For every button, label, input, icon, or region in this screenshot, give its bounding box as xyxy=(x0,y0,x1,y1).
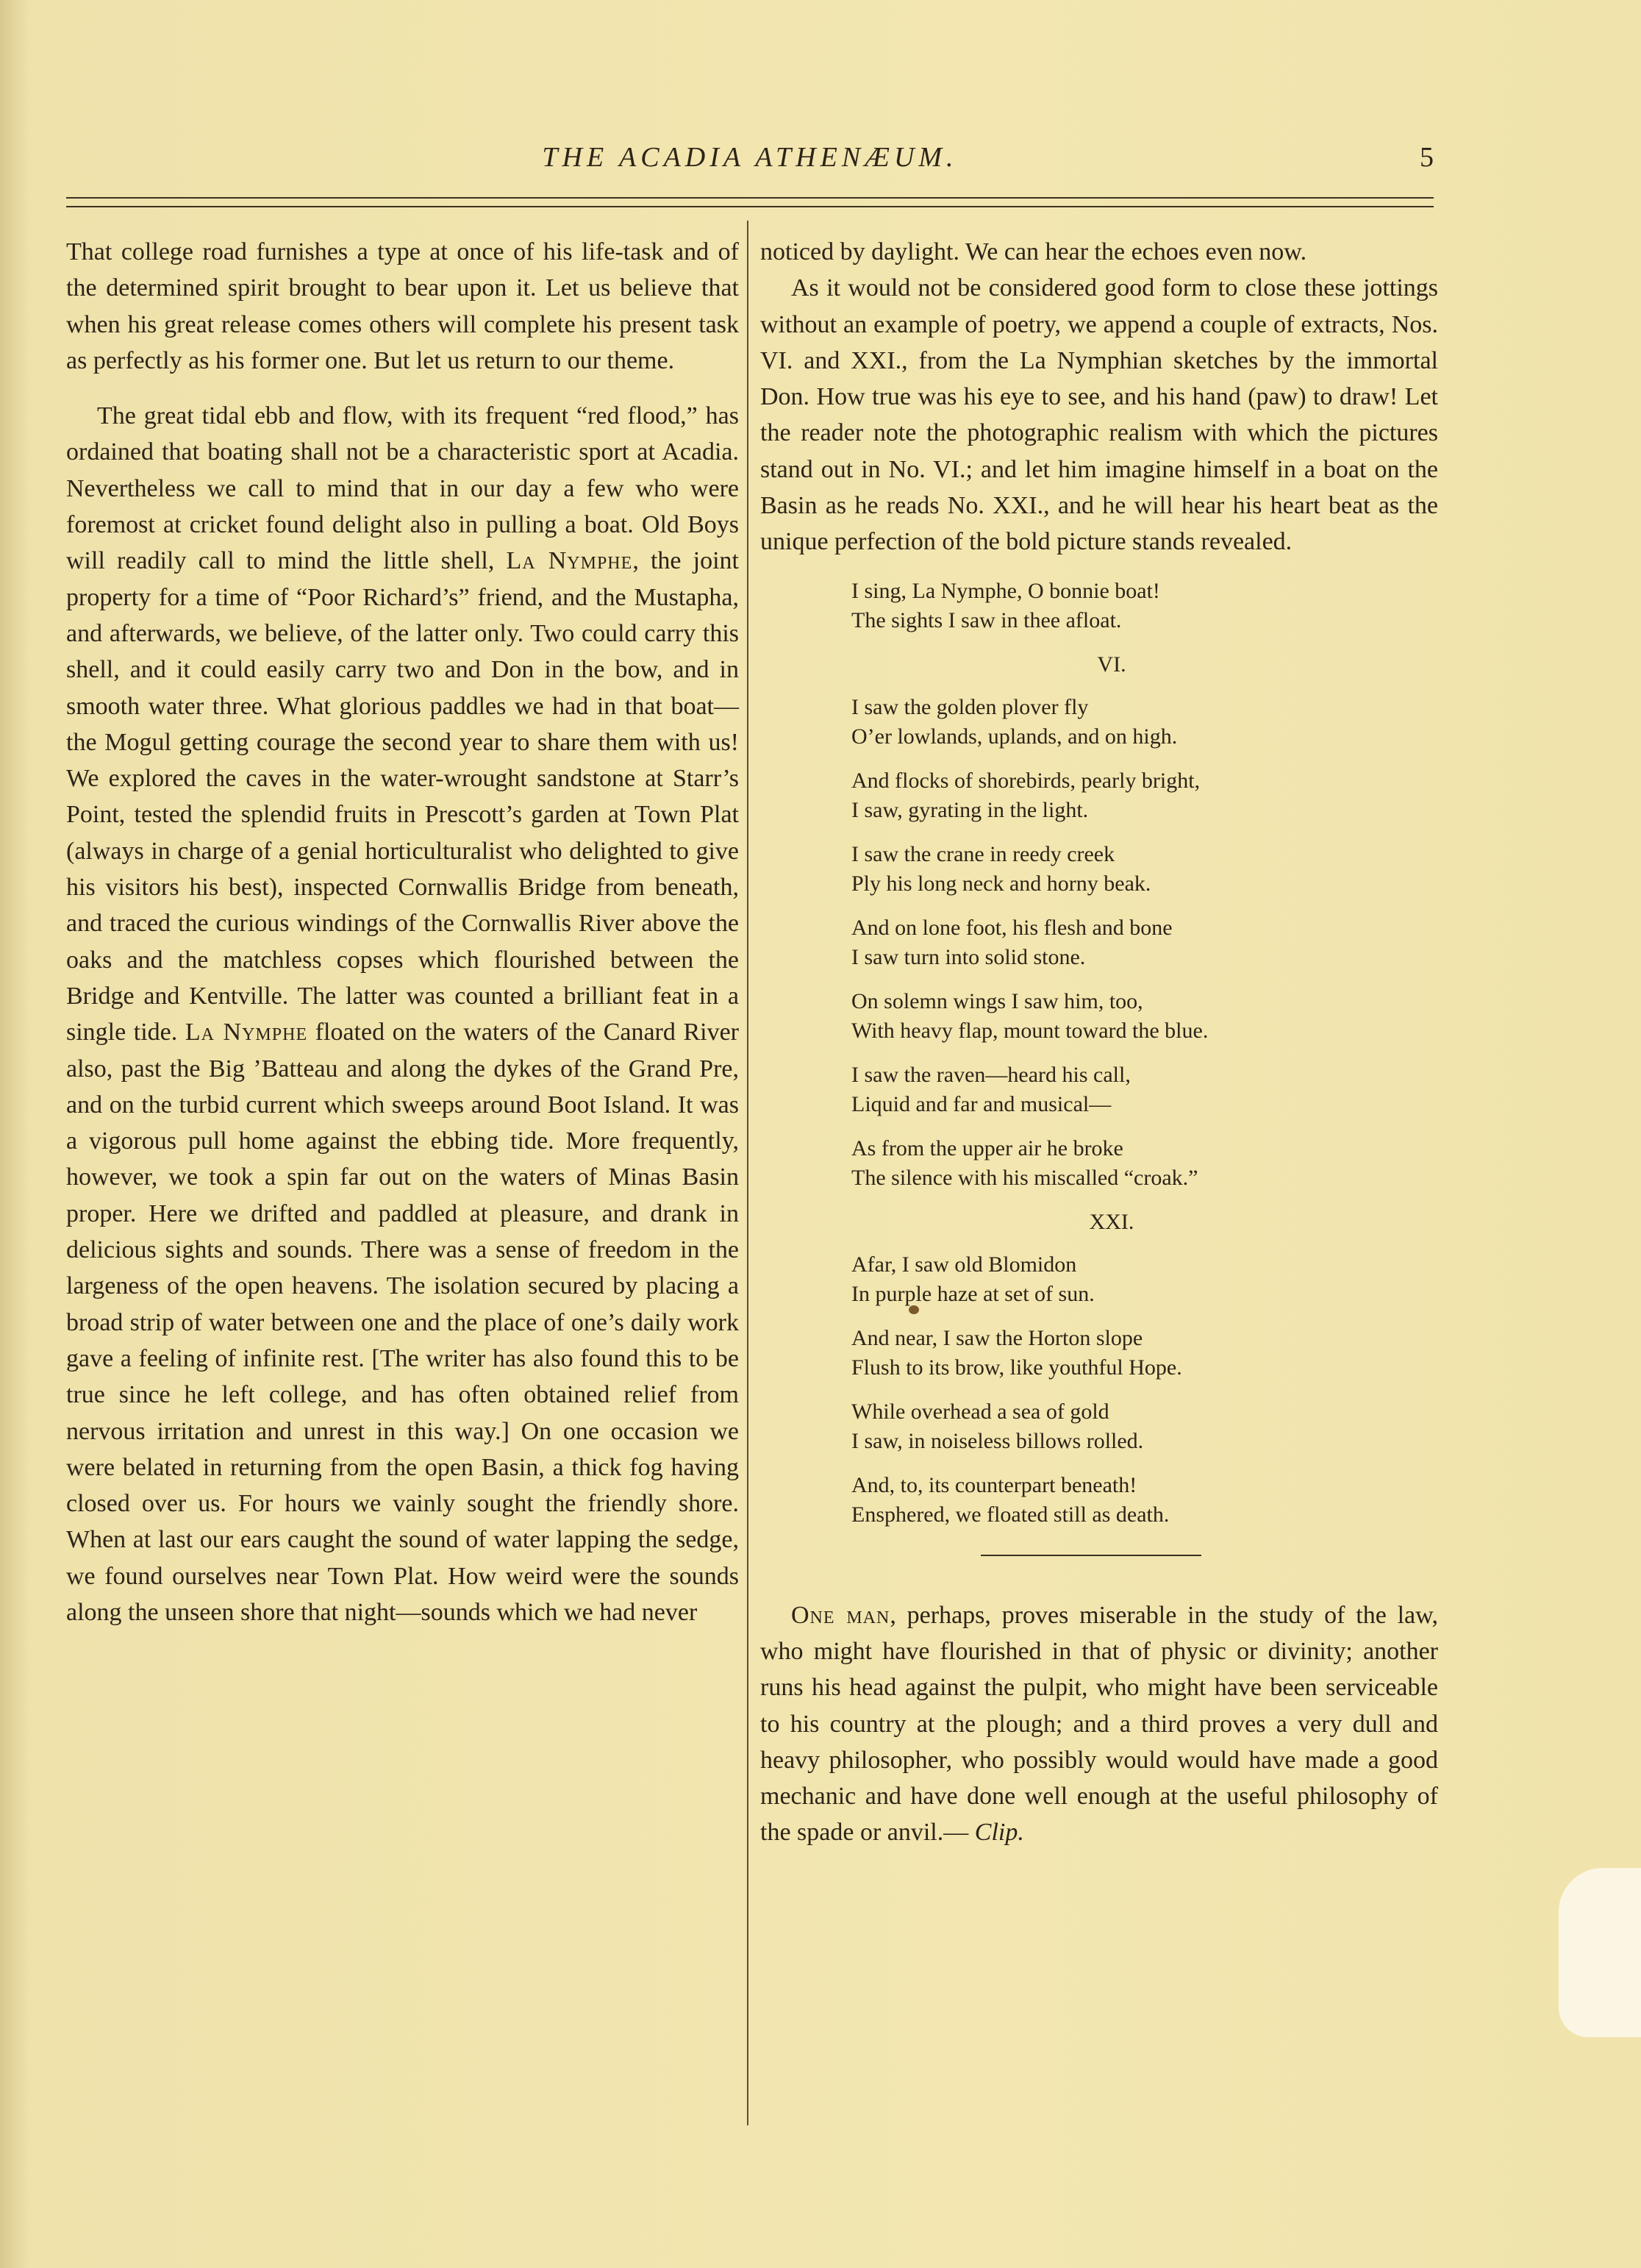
right-column xyxy=(760,234,1438,1851)
column-divider xyxy=(747,221,748,2125)
stanza xyxy=(851,1324,1438,1383)
poem-line: Ensphered, we floated still as death. xyxy=(851,1502,1170,1527)
page-number: 5 xyxy=(1420,142,1434,173)
paragraph-text: floated on the waters of the Canard River also, past the Big ’Batteau and along the dykes of the Grand Pre, and on the turbid current which sweeps around Boot Island. It was a vigorous pull home against the ebbing tide. More frequently, however, we took a spin far out on the waters of Minas Basin proper. Here we drifted and paddled at pleasure, and drank in delicious sights and sounds. There was a sense of freedom in the largeness of the open heavens. The isolation secured by placing a broad strip of water between one and the place of one’s daily work gave a feeling of infinite rest. [The writer has also found this to be true since he left college, and has often obtained relief from nervous irritation and unrest in this way.] On one occasion we were belated in returning from the open Basin, a thick fog having closed over us. For hours we vainly sought the friendly shore. When at last our ears caught the sound of water lapping the sedge, we found ourselves near Town Plat. How weird were the sounds along the unseen shore that night—sounds which we had never xyxy=(66,1019,739,1626)
poem-line: And on lone foot, his flesh and bone xyxy=(851,915,1173,940)
section-number: VI. xyxy=(1097,652,1126,677)
stanza xyxy=(851,987,1438,1046)
poem-line: With heavy flap, mount toward the blue. xyxy=(851,1018,1209,1043)
poem-line: I saw the raven—heard his call, xyxy=(851,1062,1131,1087)
paragraph: As it would not be considered good form to close these jottings without an example of poetry, we append a couple of extracts, Nos. VI. and XXI., from the La Nymphian sketches by the immortal Don. How true was his eye to see, and his hand (paw) to draw! Let the reader note the photographic realism with which the pictures stand out in No. VI.; and let him imagine himself in a boat on the Basin as he reads No. XXI., and he will hear his heart beat as the unique perfection of the bold picture stands revealed. xyxy=(760,274,1438,556)
poem-line: Liquid and far and musical— xyxy=(851,1091,1112,1116)
poem-line: I sing, La Nymphe, O bonnie boat! xyxy=(851,578,1160,603)
clipping-source: Clip. xyxy=(974,1819,1024,1847)
poem-line: I saw turn into solid stone. xyxy=(851,944,1086,969)
boat-name: La Nymphe xyxy=(506,547,633,575)
poem-line: Flush to its brow, like youthful Hope. xyxy=(851,1355,1182,1380)
poem-line: While overhead a sea of gold xyxy=(851,1399,1109,1424)
poem xyxy=(851,577,1438,1530)
paragraph: That college road furnishes a type at once of his life-task and of the determined spirit brought to bear upon it. Let us believe that when his great release comes others will complete his present task as perfectly as his former one. But let us return to our theme. xyxy=(66,238,739,374)
paragraph xyxy=(66,398,739,1630)
poem-line: In purple haze at set of sun. xyxy=(851,1281,1095,1306)
poem-intro xyxy=(851,577,1438,635)
poem-line: And flocks of shorebirds, pearly bright, xyxy=(851,768,1201,793)
stanza xyxy=(851,1250,1438,1309)
torn-corner xyxy=(1559,1868,1641,2037)
boat-name: La Nymphe xyxy=(185,1019,308,1046)
section-separator xyxy=(981,1555,1201,1556)
stanza xyxy=(851,840,1438,899)
poem-line: As from the upper air he broke xyxy=(851,1135,1123,1160)
running-title: THE ACADIA ATHENÆUM. xyxy=(542,142,958,173)
header-rule-top xyxy=(66,197,1434,199)
header-rule-bottom xyxy=(66,206,1434,207)
stanza xyxy=(851,1397,1438,1456)
paragraph-text: , the joint property for a time of “Poor Richard’s” friend, and the Mustapha, and afterwards, we believe, of the latter only. Two could carry this shell, and it could easily carry two and Don in the bow, and in smooth water three. What glorious paddles we had in that boat—the Mogul getting courage the second year to share them with us! We explored the caves in the water-wrought sandstone at Starr’s Point, tested the splendid fruits in Prescott’s garden at Town Plat (always in charge of a genial horticulturalist who delighted to give his visitors his best), inspected Cornwallis Bridge from beneath, and traced the curious windings of the Cornwallis River above the oaks and the matchless copses which flourished between the Bridge and Kentville. The latter was counted a brilliant feat in a single tide. xyxy=(66,547,739,1046)
page-header xyxy=(66,141,1434,185)
clipping-paragraph xyxy=(760,1597,1438,1851)
poem-line: O’er lowlands, uplands, and on high. xyxy=(851,724,1178,749)
poem-line: And, to, its counterpart beneath! xyxy=(851,1472,1137,1497)
stanza xyxy=(851,1471,1438,1530)
paragraph: noticed by daylight. We can hear the echoes even now. xyxy=(760,238,1307,265)
stanza xyxy=(851,1134,1438,1193)
poem-line: I saw the golden plover fly xyxy=(851,694,1089,719)
left-column xyxy=(66,234,739,1630)
poem-line: Afar, I saw old Blomidon xyxy=(851,1252,1077,1277)
stanza xyxy=(851,693,1438,752)
paragraph-text: , perhaps, proves miserable in the study of the law, who might have flourished in that of physic or divinity; another runs his head against the pulpit, who might have been serviceable to his country at the plough; and a third proves a very dull and heavy philosopher, who possibly would would have made a good mechanic and have done well enough at the useful philosophy of the spade or anvil.— xyxy=(760,1601,1438,1847)
poem-line: And near, I saw the Horton slope xyxy=(851,1325,1143,1350)
paragraph-text: The great tidal ebb and flow, with its frequent “red flood,” has ordained that boating shall not be a characteristic sport at Acadia. Nevertheless we call to mind that in our day a few who were foremost at cricket found delight also in pulling a boat. Old Boys will readily call to mind the little shell, xyxy=(66,402,739,575)
poem-line: I saw the crane in reedy creek xyxy=(851,841,1115,866)
poem-line: I saw, gyrating in the light. xyxy=(851,797,1089,822)
stanza xyxy=(851,1060,1438,1119)
stanza xyxy=(851,913,1438,972)
poem-line: On solemn wings I saw him, too, xyxy=(851,988,1143,1013)
poem-line: Ply his long neck and horny beak. xyxy=(851,871,1151,896)
poem-line: I saw, in noiseless billows rolled. xyxy=(851,1428,1144,1453)
poem-line: The sights I saw in thee afloat. xyxy=(851,607,1122,632)
clipping-lead: One man xyxy=(791,1601,890,1629)
stanza xyxy=(851,766,1438,825)
poem-line: The silence with his miscalled “croak.” xyxy=(851,1165,1198,1190)
section-number: XXI. xyxy=(1089,1209,1134,1234)
